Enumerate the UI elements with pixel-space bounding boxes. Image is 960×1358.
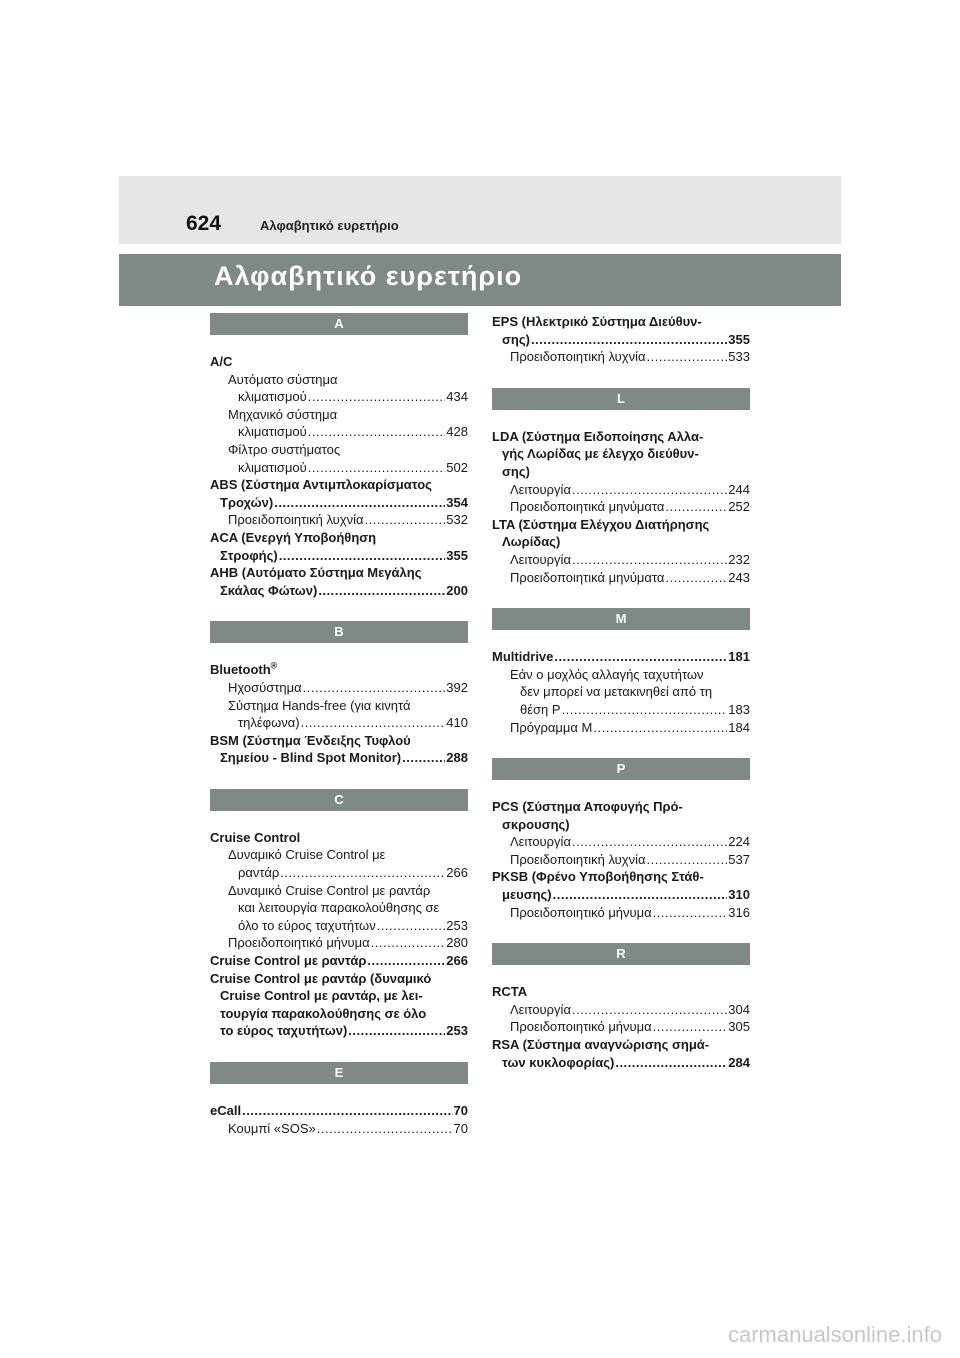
page-link[interactable]: 252: [728, 499, 750, 515]
index-entry-cruise-control: Cruise Control Δυναμικό Cruise Control με ραντάρ ..... 266 Δυναμικό Cruise Control με ραντάρ και λειτουργία παρακολούθησης σε όλο το εύρος ταχυτήτων ..... 253 Προειδοποιητικό μήνυμα ..... 280: [210, 829, 468, 952]
page-link[interactable]: 310: [728, 887, 750, 903]
index-column-left: [210, 313, 468, 1137]
page-link[interactable]: 70: [453, 1103, 468, 1118]
page-link[interactable]: 280: [446, 935, 468, 951]
page-link[interactable]: 184: [728, 719, 750, 735]
index-entry-rcta: RCTA Λειτουργία ..... 304 Προειδοποιητικό μήνυμα ..... 305: [492, 983, 750, 1036]
index-entry-pksb: PKSB (Φρένο Υποβοήθησης Στάθ- μευσης) ..... 310 Προειδοποιητικό μήνυμα ..... 316: [492, 868, 750, 921]
index-column-right: [492, 313, 750, 1071]
footer-watermark: carmanualsonline.info: [727, 1322, 942, 1347]
index-entry-abs: ABS (Σύστημα Αντιμπλοκαρίσματος Τροχών) ..... 354 Προειδοποιητική λυχνία ..... 532: [210, 476, 468, 529]
page-link[interactable]: 532: [446, 512, 468, 528]
page-link[interactable]: 284: [728, 1054, 750, 1070]
index-entry-pcs: PCS (Σύστημα Αποφυγής Πρό- σκρουσης) Λειτουργία ..... 224 Προειδοποιητική λυχνία ..... 537: [492, 798, 750, 868]
page-link[interactable]: 253: [446, 1023, 468, 1039]
section-header-p: P: [492, 758, 750, 780]
page-link[interactable]: 502: [446, 459, 468, 475]
page-link[interactable]: 243: [728, 569, 750, 585]
page-link[interactable]: 232: [728, 551, 750, 567]
index-entry-rsa: RSA (Σύστημα αναγνώρισης σημά- των κυκλοφορίας) ..... 284: [492, 1036, 750, 1071]
index-entry-ecall: eCall ..... 70 Κουμπί «SOS» ..... 70: [210, 1102, 468, 1137]
title-bar: [119, 254, 841, 306]
index-entry-aca: ACA (Ενεργή Υποβοήθηση Στροφής) ..... 355: [210, 529, 468, 564]
index-entry-bluetooth: Bluetooth® Ηχοσύστημα ..... 392 Σύστημα Hands-free (για κινητά τηλέφωνα) ..... 410: [210, 661, 468, 731]
page-link[interactable]: 355: [446, 547, 468, 563]
index-entry-ahb: AHB (Αυτόματο Σύστημα Μεγάλης Σκάλας Φώτων) ..... 200: [210, 564, 468, 599]
section-header-e: E: [210, 1062, 468, 1084]
index-entry-eps: EPS (Ηλεκτρικό Σύστημα Διεύθυν- σης) ..... 355 Προειδοποιητική λυχνία ..... 533: [492, 313, 750, 366]
header-band: [119, 176, 841, 244]
index-entry-multidrive: Multidrive ..... 181 Εάν ο μοχλός αλλαγής ταχυτήτων δεν μπορεί να μετακινηθεί από τη θέση P ..... 183 Πρόγραμμα M ..... 184: [492, 648, 750, 736]
page-link[interactable]: 537: [728, 851, 750, 867]
page-number: 624: [186, 212, 222, 235]
section-header-a: A: [210, 313, 468, 335]
section-header-l: L: [492, 388, 750, 410]
section-header-m: M: [492, 608, 750, 630]
page-link[interactable]: 200: [446, 582, 468, 598]
section-header-r: R: [492, 943, 750, 965]
page-link[interactable]: 305: [728, 1019, 750, 1035]
page-link[interactable]: 70: [453, 1120, 468, 1136]
page-title: Αλφαβητικό ευρετήριο: [214, 261, 523, 291]
running-title: Αλφαβητικό ευρετήριο: [260, 218, 399, 233]
page-link[interactable]: 434: [446, 389, 468, 405]
page-link[interactable]: 181: [728, 649, 750, 665]
page-link[interactable]: 266: [446, 865, 468, 881]
page-link[interactable]: 224: [728, 834, 750, 850]
page-link[interactable]: 288: [446, 750, 468, 766]
index-entry-lda: LDA (Σύστημα Ειδοποίησης Αλλα- γής Λωρίδας με έλεγχο διεύθυν- σης) Λειτουργία ..... 244 Προειδοποιητικά μηνύματα ..... 252: [492, 428, 750, 516]
section-header-b: B: [210, 621, 468, 643]
page-link[interactable]: 428: [446, 424, 468, 440]
index-entry-ac: A/C Αυτόματο σύστημα κλιματισμού ..... 434 Μηχανικό σύστημα κλιματισμού ..... 428 Φίλτρο συστήματος κλιματισμού ..... 502: [210, 353, 468, 476]
page-link[interactable]: 304: [728, 1001, 750, 1017]
index-entry-cc-radar-dynamic: Cruise Control με ραντάρ (δυναμικό Cruise Control με ραντάρ, με λει- τουργία παρακολούθησης σε όλο το εύρος ταχυτήτων) ..... 253: [210, 970, 468, 1040]
page-link[interactable]: 354: [446, 494, 468, 510]
page-link[interactable]: 266: [446, 953, 468, 969]
page-link[interactable]: 183: [728, 701, 750, 717]
index-entry-cc-radar: Cruise Control με ραντάρ ..... 266: [210, 952, 468, 970]
page-link[interactable]: 410: [446, 715, 468, 731]
section-header-c: C: [210, 789, 468, 811]
index-entry-lta: LTA (Σύστημα Ελέγχου Διατήρησης Λωρίδας) Λειτουργία ..... 232 Προειδοποιητικά μηνύματα ..... 243: [492, 516, 750, 586]
page-link[interactable]: 244: [728, 481, 750, 497]
page-link[interactable]: 392: [446, 679, 468, 695]
index-entry-bsm: BSM (Σύστημα Ένδειξης Τυφλού Σημείου - Blind Spot Monitor) ..... 288: [210, 732, 468, 767]
page-link[interactable]: 533: [728, 349, 750, 365]
page-link[interactable]: 253: [446, 917, 468, 933]
page-link[interactable]: 355: [728, 331, 750, 347]
page-link[interactable]: 316: [728, 904, 750, 920]
